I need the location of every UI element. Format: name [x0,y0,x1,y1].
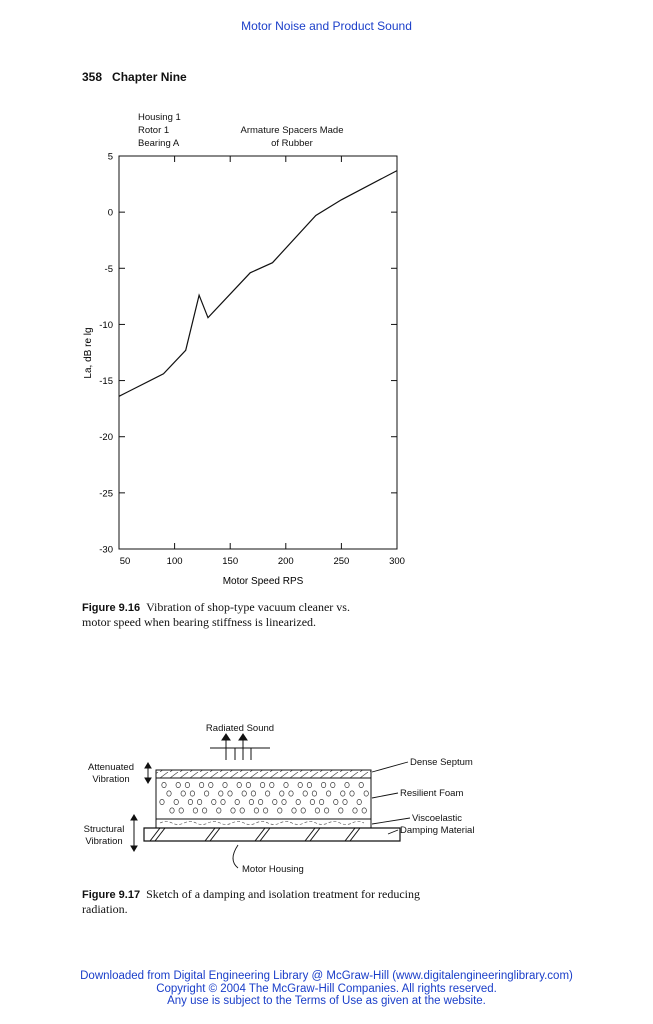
y-tick-label: -30 [99,544,113,556]
series-line-vibration [119,171,397,397]
chapter-title: Chapter Nine [112,70,187,84]
x-tick-label: 250 [333,556,350,567]
label-structural-2: Vibration [85,836,123,847]
resilient-foam-layer [156,778,371,819]
figure-9-16-caption-line2: motor speed when bearing stiffness is linearized. [82,615,317,629]
label-motor-housing: Motor Housing [242,864,304,875]
legend-housing: Housing 1 [138,112,181,123]
label-dense-septum: Dense Septum [410,757,473,768]
motor-housing-plate [144,828,400,841]
y-tick-label: -5 [104,263,113,275]
attenuated-vibration-arrow [145,763,151,783]
y-tick-label: -10 [99,319,113,331]
x-tick-label: 200 [277,556,294,567]
label-structural-1: Structural [83,824,125,835]
y-tick-label: -20 [99,432,113,444]
label-attenuated-1: Attenuated [88,762,134,773]
y-tick-label: -25 [99,488,113,500]
legend-spacers-1: Armature Spacers Made [240,125,344,136]
y-tick-label: 5 [107,151,113,163]
label-radiated-sound: Radiated Sound [205,723,275,734]
viscoelastic-layer [156,819,371,828]
label-viscoelastic-2: Damping Material [400,825,475,836]
label-viscoelastic-1: Viscoelastic [412,813,462,824]
x-tick-label: 50 [119,556,131,567]
y-axis-label: La, dB re lg [83,327,94,379]
legend-spacers-2: of Rubber [271,138,313,149]
footer-download-link[interactable]: Downloaded from Digital Engineering Library @ McGraw-Hill (www.digitalengineeringlibrary.com) [80,970,573,982]
figure-9-17-caption [82,887,512,916]
plot-frame [119,156,397,549]
x-tick-label: 300 [389,556,405,567]
page-number: 358 [82,70,103,84]
dense-septum-layer [156,770,371,778]
label-resilient-foam: Resilient Foam [400,788,464,799]
footer [0,970,653,1008]
footer-copyright: Copyright © 2004 The McGraw-Hill Companies. All rights reserved. [156,982,497,995]
legend-bearing: Bearing A [138,138,180,149]
figure-9-17-label: Figure 9.17 [82,889,141,901]
figure-9-16-label: Figure 9.16 [82,602,141,614]
x-tick-label: 100 [166,556,183,567]
y-tick-label: -15 [99,376,113,388]
damping-sketch [0,700,653,885]
footer-terms-link[interactable]: Any use is subject to the Terms of Use as given at the website. [167,995,486,1007]
x-axis-label: Motor Speed RPS [222,576,304,587]
structural-vibration-arrow [131,815,137,851]
running-title: Motor Noise and Product Sound [241,19,412,33]
label-attenuated-2: Vibration [92,774,130,785]
radiated-sound-arrows [210,734,270,760]
legend-rotor: Rotor 1 [138,125,170,136]
figure-9-16-caption-line1: Vibration of shop-type vacuum cleaner vs. [146,600,350,614]
figure-9-17-caption-line2: radiation. [82,902,128,916]
y-tick-label: 0 [107,207,113,219]
figure-9-16-caption [82,600,502,629]
x-tick-label: 150 [222,556,239,567]
figure-9-17-caption-line1: Sketch of a damping and isolation treatment for reducing [146,887,420,901]
